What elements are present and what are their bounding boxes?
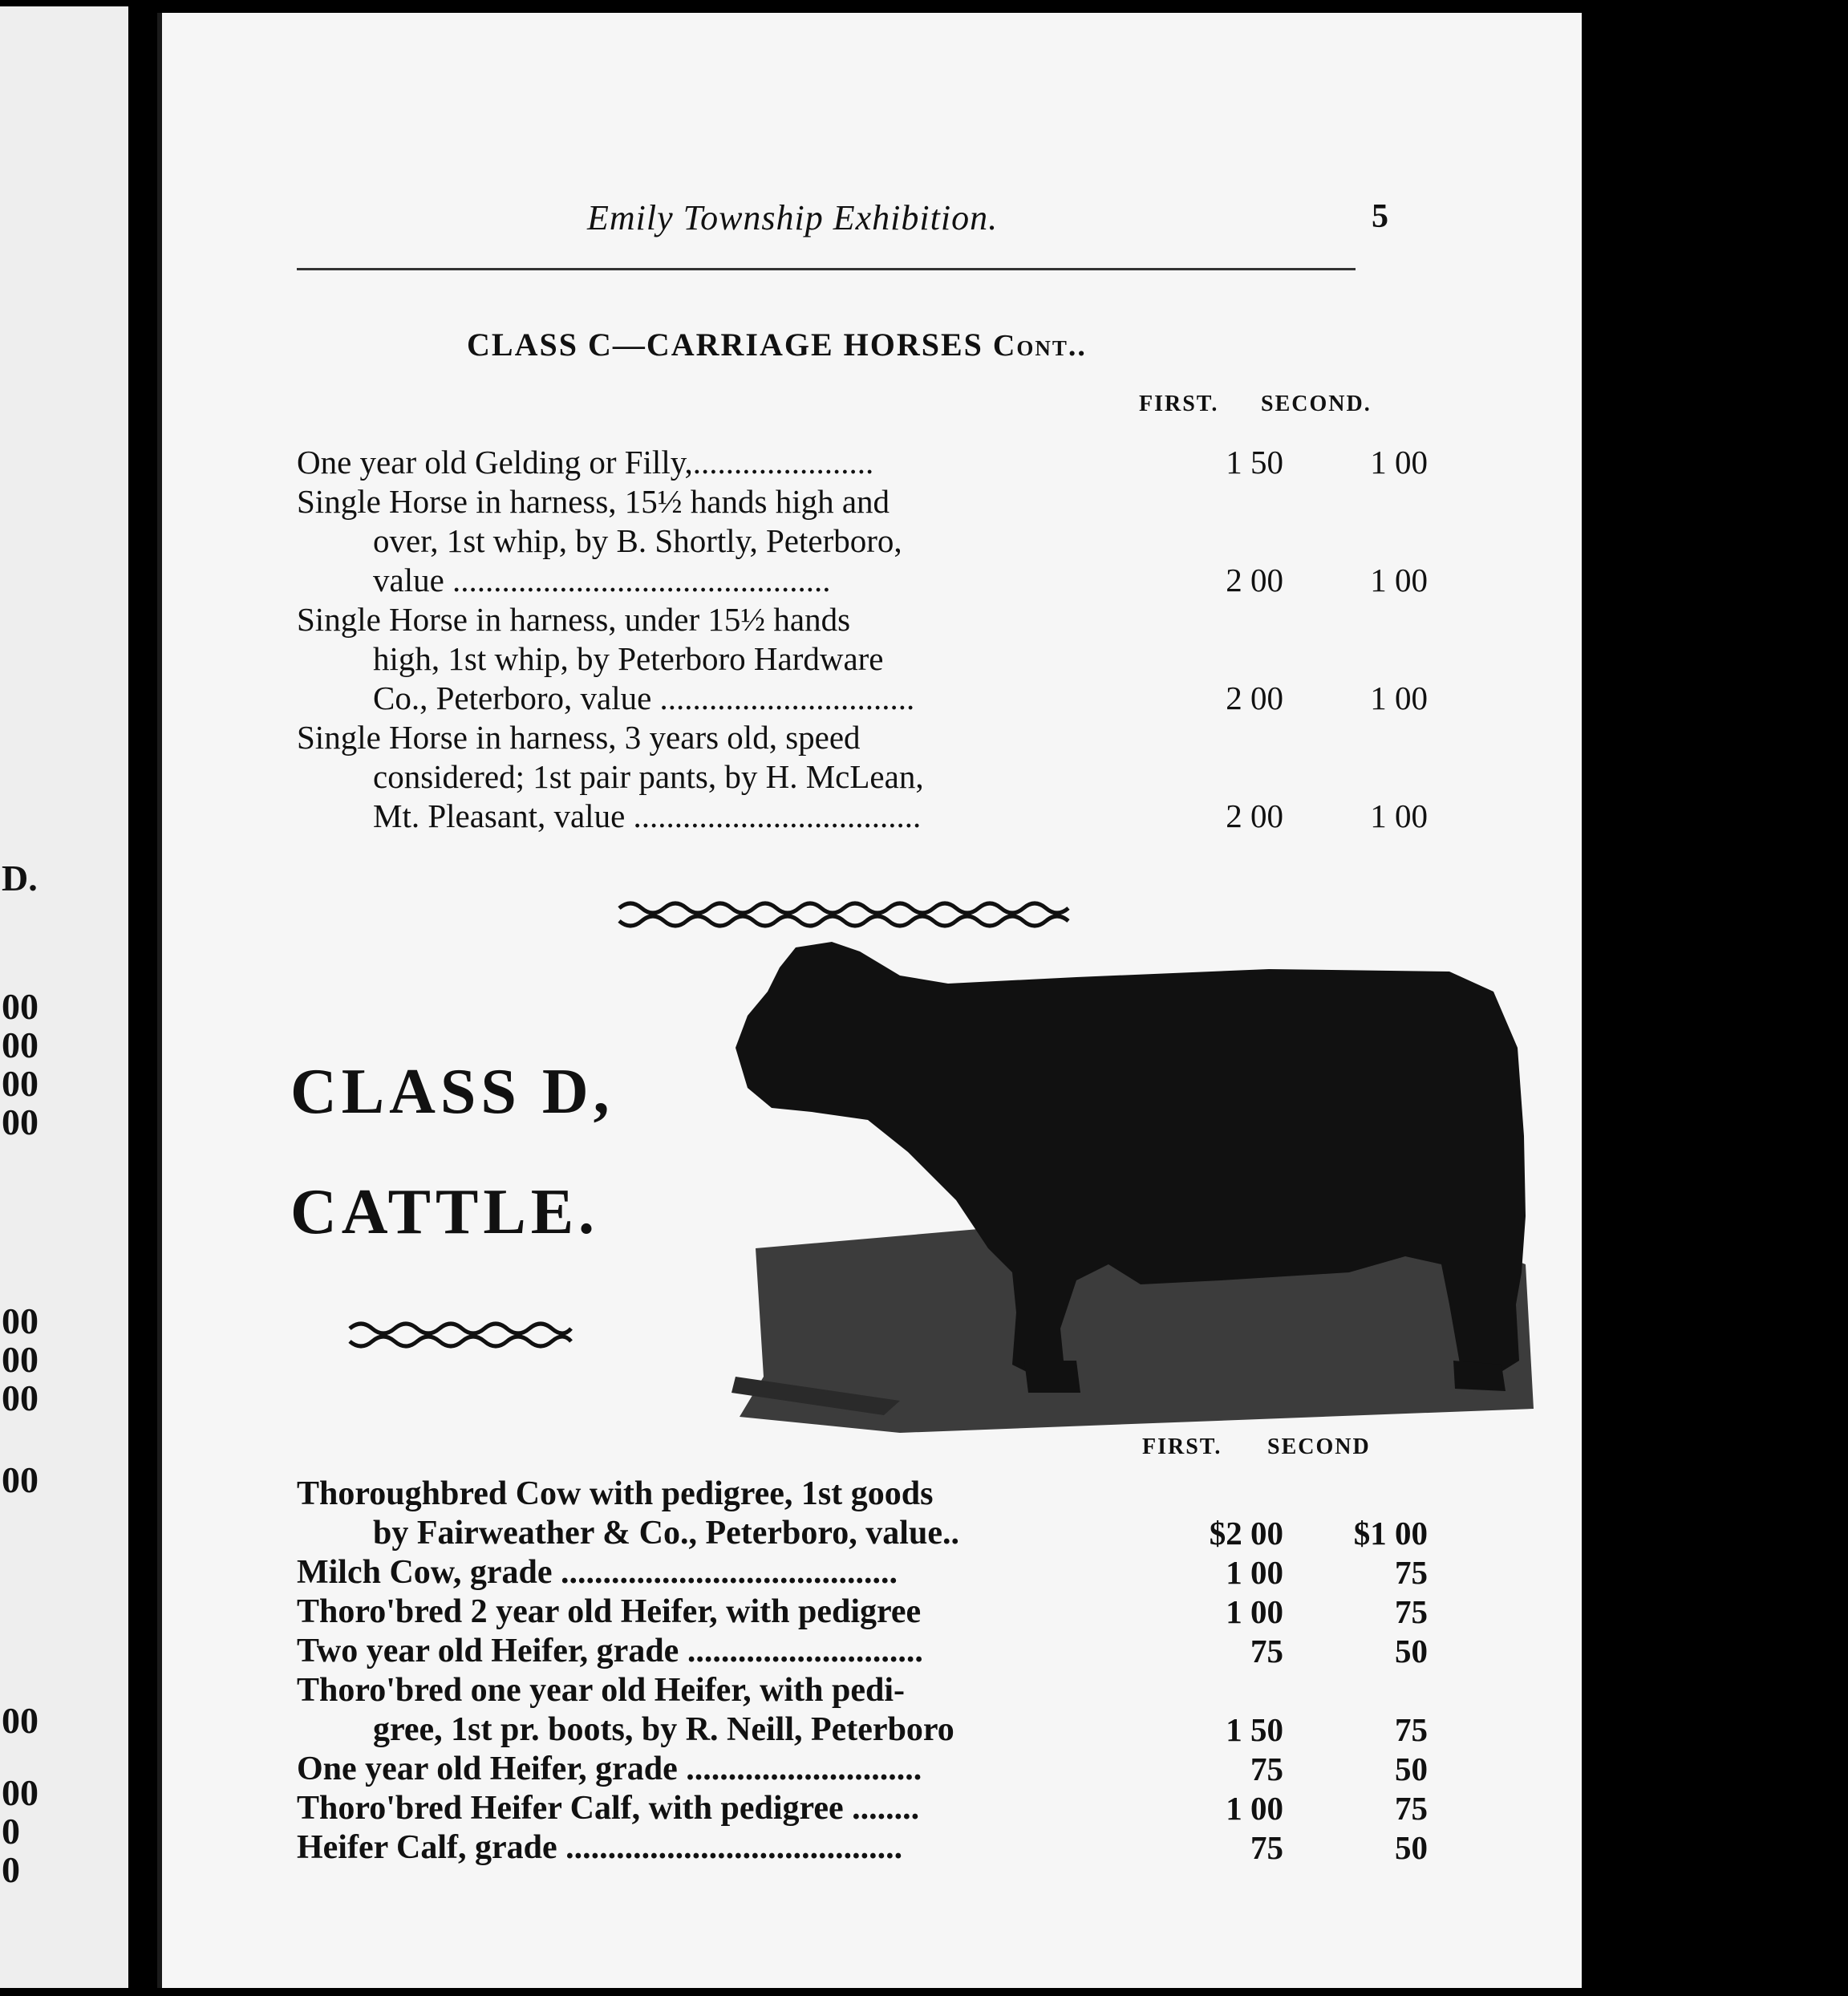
header-rule (297, 268, 1356, 270)
class-d-subheading: CATTLE. (290, 1177, 600, 1248)
fragment: 0 (2, 1811, 20, 1852)
col-head-second: SECOND. (1261, 391, 1372, 416)
item-label-line: Co., Peterboro, value ............................... (373, 680, 915, 716)
prize-first: 1 00 (1226, 1554, 1283, 1591)
item-label-line: Thoro'bred Heifer Calf, with pedigree ........ (297, 1790, 920, 1827)
fragment: 00 (2, 1377, 38, 1418)
running-head (162, 197, 1582, 254)
class-d-heading: CLASS D, (290, 1057, 614, 1127)
prize-second: 1 00 (1370, 562, 1428, 598)
fragment: 00 (2, 1300, 38, 1341)
list-item (297, 1828, 1428, 1868)
list-item (297, 1750, 1428, 1789)
prize-first: 1 50 (1226, 1711, 1283, 1748)
list-item (297, 1553, 1428, 1592)
class-c-title: CLASS C—CARRIAGE HORSES (467, 327, 983, 363)
prize-first: 1 00 (1226, 1593, 1283, 1630)
item-label-line: Thoroughbred Cow with pedigree, 1st goods (297, 1475, 934, 1512)
page-number: 5 (1372, 198, 1388, 235)
prize-second: 1 00 (1370, 797, 1428, 834)
list-item (297, 482, 1428, 600)
fragment: 00 (2, 1101, 38, 1142)
fragment: 00 (2, 986, 38, 1027)
fragment: 00 (2, 1459, 38, 1500)
prize-second: 50 (1395, 1633, 1428, 1669)
prize-first: 1 50 (1226, 444, 1283, 481)
item-label (297, 482, 1139, 600)
fragment: 00 (2, 1772, 38, 1813)
prize-first: 1 00 (1226, 1790, 1283, 1827)
item-label (297, 718, 1139, 836)
prize-second: 50 (1395, 1829, 1428, 1866)
item-label-line: considered; 1st pair pants, by H. McLean, (373, 758, 924, 795)
prize-first: 75 (1250, 1751, 1283, 1787)
list-item (297, 1475, 1428, 1553)
class-c-list (297, 443, 1428, 836)
prize-second: $1 00 (1353, 1515, 1428, 1552)
fragment: 00 (2, 1024, 38, 1065)
item-label (297, 443, 1139, 482)
item-label (297, 1553, 1139, 1592)
item-label-line: Single Horse in harness, 15½ hands high and (297, 483, 890, 520)
item-label (297, 1671, 1139, 1750)
item-label (297, 1632, 1139, 1671)
prize-second: 75 (1395, 1790, 1428, 1827)
wavy-ornament-icon (346, 1317, 574, 1353)
cow-silhouette-illustration (659, 927, 1558, 1433)
prize-second: 75 (1395, 1593, 1428, 1630)
list-item (297, 1632, 1428, 1671)
prize-first: 2 00 (1226, 797, 1283, 834)
prize-second: 1 00 (1370, 444, 1428, 481)
class-c-heading (467, 326, 1087, 363)
col-head-first: FIRST. (1139, 391, 1219, 416)
prize-first: 75 (1250, 1829, 1283, 1866)
document-page (157, 13, 1582, 1988)
item-label-line: by Fairweather & Co., Peterboro, value.. (373, 1515, 959, 1552)
class-d-list (297, 1475, 1428, 1868)
item-label-line: Mt. Pleasant, value ................................... (373, 797, 922, 834)
item-label (297, 1475, 1139, 1553)
prize-first: $2 00 (1209, 1515, 1283, 1552)
prize-second: 50 (1395, 1751, 1428, 1787)
item-label (297, 1750, 1139, 1789)
col-head-second-d: SECOND (1267, 1434, 1371, 1459)
item-label-line: Thoro'bred one year old Heifer, with pedi- (297, 1672, 905, 1709)
col-head-first-d: FIRST. (1142, 1434, 1222, 1459)
list-item (297, 718, 1428, 836)
item-label-line: One year old Heifer, grade ............................ (297, 1751, 922, 1787)
prize-first: 75 (1250, 1633, 1283, 1669)
list-item (297, 1789, 1428, 1828)
fragment: 00 (2, 1063, 38, 1104)
list-item (297, 1671, 1428, 1750)
item-label (297, 1828, 1139, 1868)
item-label (297, 1592, 1139, 1632)
prize-first: 2 00 (1226, 680, 1283, 716)
item-label (297, 1789, 1139, 1828)
fragment: 0 (2, 1849, 20, 1890)
item-label-line: Two year old Heifer, grade ............................ (297, 1633, 923, 1669)
page-title: Emily Township Exhibition. (587, 198, 999, 237)
adjacent-page-edge (0, 6, 128, 1988)
item-label-line: Single Horse in harness, under 15½ hands (297, 601, 851, 638)
prize-second: 1 00 (1370, 680, 1428, 716)
item-label-line: gree, 1st pr. boots, by R. Neill, Peterboro (373, 1711, 954, 1748)
list-item (297, 443, 1428, 482)
item-label-line: One year old Gelding or Filly,...................... (297, 444, 874, 481)
item-label-line: Heifer Calf, grade ........................................ (297, 1829, 903, 1866)
prize-second: 75 (1395, 1711, 1428, 1748)
item-label-line: Thoro'bred 2 year old Heifer, with pedigree (297, 1593, 922, 1630)
item-label-line: Milch Cow, grade ........................................ (297, 1554, 898, 1591)
item-label (297, 600, 1139, 718)
fragment: D. (2, 858, 38, 899)
prize-second: 75 (1395, 1554, 1428, 1591)
fragment: 00 (2, 1339, 38, 1380)
item-label-line: Single Horse in harness, 3 years old, speed (297, 719, 861, 756)
fragment: 00 (2, 1700, 38, 1741)
item-label-line: high, 1st whip, by Peterboro Hardware (373, 640, 884, 677)
item-label-line: over, 1st whip, by B. Shortly, Peterboro, (373, 522, 902, 559)
list-item (297, 600, 1428, 718)
list-item (297, 1592, 1428, 1632)
prize-first: 2 00 (1226, 562, 1283, 598)
item-label-line: value .............................................. (373, 562, 831, 598)
class-c-cont: Cont.. (992, 329, 1087, 363)
